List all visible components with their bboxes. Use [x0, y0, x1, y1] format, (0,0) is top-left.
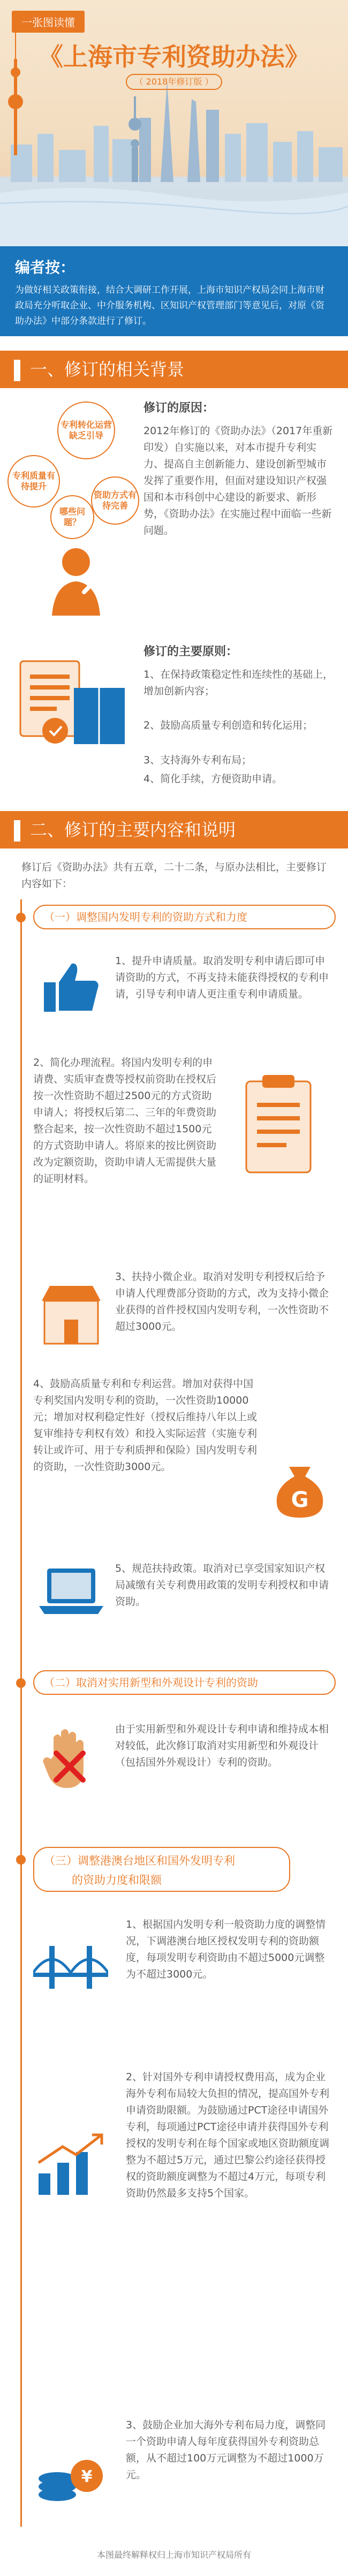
clipboard-icon: [236, 1071, 327, 1178]
editor-note-heading: 编者按：: [15, 259, 75, 276]
part2-title: （二）取消对实用新型和外观设计专利的资助: [33, 1670, 336, 1695]
edition-label: （ 2018年修订版 ）: [126, 74, 222, 90]
part1-title: （一）调整国内发明专利的资助方式和力度: [33, 905, 336, 929]
part3-title-line1: （三）调整港澳台地区和国外发明专利: [44, 1854, 235, 1867]
laptop-icon: [36, 1563, 106, 1622]
section2-title: 二、修订的主要内容和说明: [30, 820, 236, 840]
part1-item-3: 3、扶持小微企业。取消对发明专利授权后给予申请人代理费部分资助的方式，改为支持小微企业获得的首件授权国内发明专利，一次性资助不超过3000元。: [115, 1271, 329, 1332]
document-and-book-icon: [10, 650, 133, 752]
part3-item-2: 2、针对国外专利申请授权费用高，成为企业海外专利布局较大负担的情况，提高国外专利申请资助限额。为鼓励通过PCT途径申请国外专利，每项通过PCT途径申请并获得国外专利授权的发明专利在每个国家或地区资助额度调整为不超过5万元，通过巴黎公约途径获得授权的资助额度调整为不超过4万元，每项专利资助仍然最多支持5个国家。: [126, 2071, 330, 2199]
bubble-question: 哪些问题？: [50, 495, 94, 539]
coins-icon: [33, 2441, 108, 2511]
section-bar-icon: [14, 360, 20, 381]
section-bar-icon: [14, 820, 20, 842]
reason-text: 2012年修订的《资助办法》（2017年重新印发）自实施以来，对本市提升专利实力、提高自主创新能力、建设创新型城市发挥了重要作用，但面对建设知识产权强国和本市科创中心建设的新要求、新形势，《资助办法》在实施过程中面临一些新问题。: [143, 425, 333, 536]
section2-header: [0, 811, 348, 848]
bubble-quality: 专利质量有待提升: [7, 455, 60, 507]
timeline-dot: [16, 1855, 26, 1865]
timeline-line: [20, 899, 22, 2527]
bubble-funding: 资助方式有待完善: [91, 476, 139, 525]
part3-title-box: [33, 1847, 290, 1892]
hero-banner: [0, 0, 348, 246]
timeline-dot: [16, 1678, 26, 1688]
reason-heading: 修订的原因：: [143, 401, 215, 415]
principle-heading: 修订的主要原则：: [143, 645, 238, 658]
hand-stop-icon: [37, 1724, 102, 1793]
thinking-person-icon: [39, 541, 114, 616]
bridge-icon: [33, 1941, 108, 1994]
editor-note: [0, 246, 348, 336]
growth-chart-icon: [33, 2131, 108, 2200]
part3-item-3: 3、鼓励企业加大海外专利布局力度，调整同一个资助申请人每年度获得国外专利资助总额，从不超过100万元调整为不超过1000万元。: [126, 2419, 326, 2481]
page-title: 《上海市专利资助办法》: [39, 42, 309, 71]
svg-text:G: G: [291, 1488, 309, 1512]
part3-title-line2: 的资助力度和限额: [72, 1874, 162, 1886]
part1-item-4: 4、鼓励高质量专利和专利运营。增加对获得中国专利奖国内发明专利的资助，一次性资助10000元；增加对权利稳定性好（授权后维持八年以上或复审维持专利权有效）和投入实际运营（实施专利转让或许可、用于专利质押和保险）国内发明专利的资助，一次性资助3000元。: [33, 1378, 258, 1473]
principle-1: 1、在保持政策稳定性和连续性的基础上，增加创新内容；: [143, 669, 334, 697]
principle-3: 3、支持海外专利布局；: [143, 754, 252, 766]
shanghai-skyline-illustration: [0, 0, 348, 246]
part1-item-2: 2、简化办理流程。将国内发明专利的申请费、实质审查费等授权前资助在授权后按一次性资助不超过2500元的方式资助申请人；将授权后第二、三年的年费资助整合起来，按一次性资助不超过1500元的方式资助申请人。将原来的按比例资助改为定额资助，资助申请人无需提供大量的证明材料。: [33, 1057, 217, 1185]
part1-item-1: 1、提升申请质量。取消发明专利申请后即可申请资助的方式，不再支持未能获得授权的专利申请，引导专利申请人更注重专利申请质量。: [115, 955, 329, 1000]
timeline-dot: [16, 913, 26, 922]
part1-item-5: 5、规范扶持政策。取消对已享受国家知识产权局减缴有关专利费用政策的发明专利授权和申请资助。: [115, 1563, 329, 1608]
money-bag-icon: [268, 1456, 332, 1520]
header-tag: 一张图读懂: [12, 11, 85, 33]
bubble-operation: 专利转化运营缺乏引导: [57, 401, 115, 459]
principle-4: 4、简化手续，方便资助申请。: [143, 773, 283, 785]
section2-lead: 修订后《资助办法》共有五章，二十二条，与原办法相比，主要修订内容如下：: [21, 861, 327, 890]
question-illustration: [6, 396, 140, 621]
part2-text: 由于实用新型和外观设计专利申请和维持成本相对较低，此次修订取消对实用新型和外观设计（包括国外外观设计）专利的资助。: [115, 1723, 329, 1768]
principle-2: 2、鼓励高质量专利创造和转化运用；: [143, 719, 313, 731]
shop-building-icon: [36, 1279, 106, 1349]
part3-item-1: 1、根据国内发明专利一般资助力度的调整情况，下调港澳台地区授权发明专利的资助额度，每项发明专利资助由不超过5000元调整为不超过3000元。: [126, 1919, 326, 1980]
footer-note: 本图最终解释权归上海市知识产权局所有: [96, 2550, 251, 2560]
section1-header: [0, 351, 348, 388]
svg-text:¥: ¥: [81, 2467, 93, 2486]
thumbs-up-icon: [39, 958, 103, 1017]
editor-note-text: 为做好相关政策衔接，结合大调研工作开展，上海市知识产权局会同上海市财政局充分听取企业、中介服务机构、区知识产权管理部门等意见后，对原《资助办法》中部分条款进行了修订。: [15, 285, 324, 327]
section1-title: 一、修订的相关背景: [30, 359, 185, 380]
